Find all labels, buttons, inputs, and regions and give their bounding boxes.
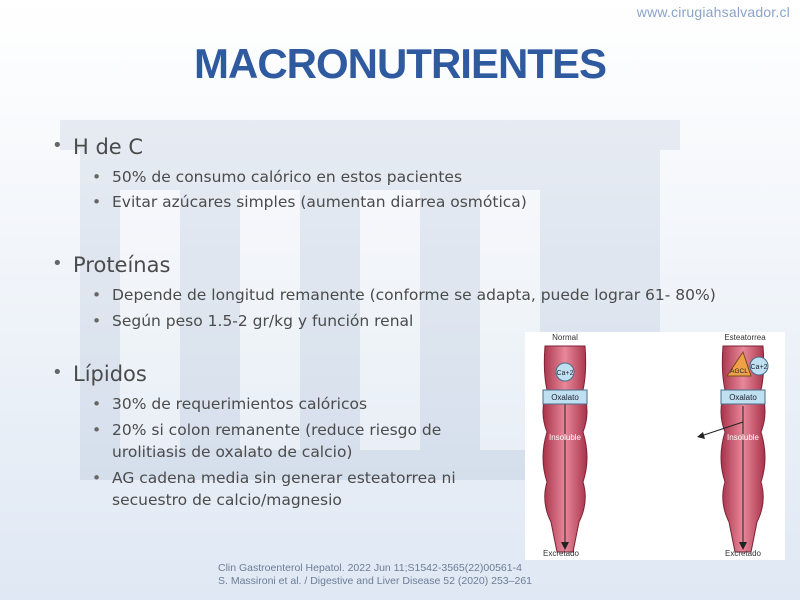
- insoluble-label: Insoluble: [548, 433, 582, 442]
- section-heading-lipids: • Lípidos: [52, 362, 772, 386]
- bullet-item: • 20% si colon remanente (reduce riesgo de urolitiasis de oxalato de calcio): [52, 419, 512, 463]
- section-heading-proteins: • Proteínas: [52, 253, 772, 277]
- slide-title: MACRONUTRIENTES: [194, 40, 606, 87]
- oxalate-absorption-figure: [525, 332, 785, 560]
- reference-line: Clin Gastroenterol Hepatol. 2022 Jun 11;S1542-3565(22)00561-4: [218, 562, 522, 574]
- normal-label: Normal: [552, 333, 578, 342]
- excreted-label-normal: Excretado: [542, 549, 580, 558]
- excreted-label-steatorrhea: Excretado: [724, 549, 762, 558]
- bullet-item: • Evitar azúcares simples (aumentan diarrea osmótica): [52, 191, 772, 213]
- oxalate-label-steatorrhea: Oxalato: [729, 393, 757, 402]
- agcl-label: AGCL: [730, 368, 748, 375]
- bullet-item: • 30% de requerimientos calóricos: [52, 393, 772, 415]
- bullet-item: • Según peso 1.5-2 gr/kg y función renal: [52, 310, 772, 332]
- oxalate-label: Oxalato: [551, 393, 579, 402]
- reference-line: S. Massironi et al. / Digestive and Liver Disease 52 (2020) 253–261: [218, 575, 533, 587]
- bullet-item: • AG cadena media sin generar esteatorrea ni secuestro de calcio/magnesio: [52, 467, 532, 511]
- bullet-item: • 50% de consumo calórico en estos pacientes: [52, 166, 772, 188]
- intestine-diagram: [525, 332, 785, 560]
- bullet-item: • Depende de longitud remanente (conforme se adapta, puede lograr 61- 80%): [52, 284, 772, 306]
- insoluble-label-steatorrhea: Insoluble: [726, 433, 760, 442]
- references: [218, 562, 532, 588]
- section-heading-carbohydrates: • H de C: [52, 135, 772, 159]
- steatorrhea-intestine: [697, 346, 765, 552]
- calcium-label: Ca+2: [556, 370, 574, 377]
- website-url: www.cirugiahsalvador.cl: [636, 4, 790, 20]
- steatorrhea-label: Esteatorrea: [724, 333, 766, 342]
- calcium-label-steatorrhea: Ca+2: [750, 364, 768, 371]
